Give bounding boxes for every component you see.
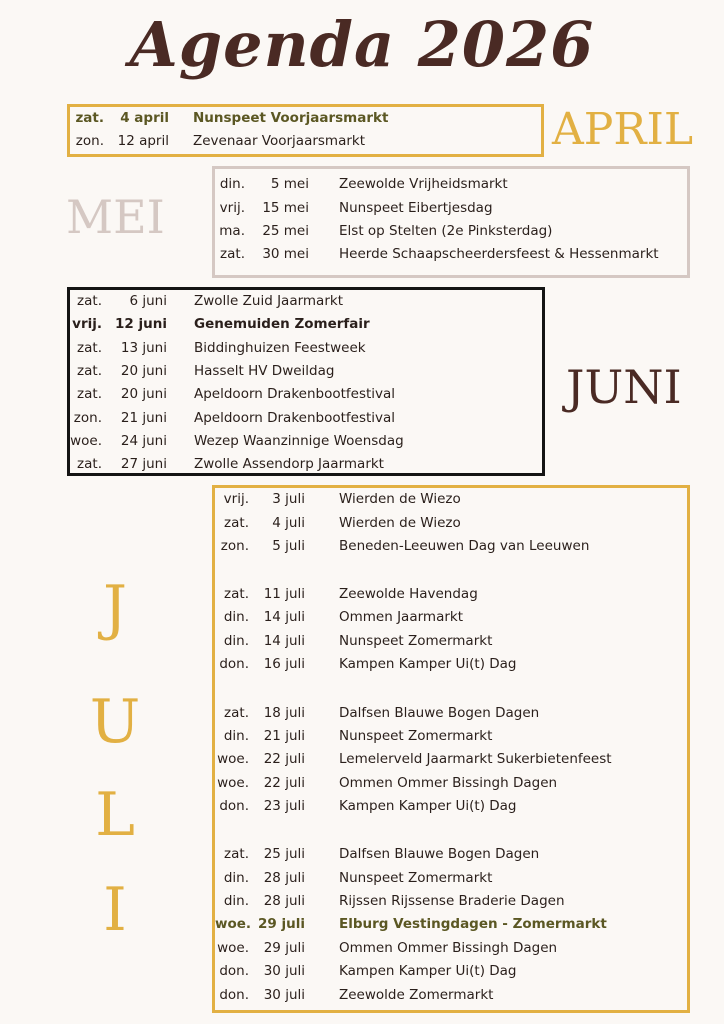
- event-day: vrij.: [219, 200, 245, 216]
- event-day: zon.: [73, 410, 102, 426]
- juli-event-row: [0, 512, 724, 535]
- month-letter-i: I: [103, 875, 127, 945]
- event-name: Rijssen Rijssense Braderie Dagen: [339, 893, 565, 909]
- event-day: zon.: [75, 133, 104, 149]
- event-date: 18 juli: [263, 705, 305, 721]
- juli-event-row: [0, 702, 724, 725]
- event-name: Nunspeet Zomermarkt: [339, 870, 493, 886]
- month-letter-l: L: [95, 780, 135, 850]
- event-day: zat.: [77, 363, 102, 379]
- event-day: don.: [219, 987, 249, 1003]
- event-date: 27 juni: [120, 456, 167, 472]
- event-date: 30 juli: [263, 987, 305, 1003]
- juni-event-row: [0, 453, 724, 476]
- juli-event-row: [0, 535, 724, 558]
- event-day: zat.: [77, 340, 102, 356]
- event-name: Dalfsen Blauwe Bogen Dagen: [339, 705, 540, 721]
- event-date: 6 juni: [129, 293, 167, 309]
- month-letter-j: J: [102, 573, 128, 643]
- event-name: Zevenaar Voorjaarsmarkt: [193, 133, 366, 149]
- event-day: vrij.: [223, 491, 249, 507]
- event-day: woe.: [70, 433, 102, 449]
- event-day: zat.: [77, 386, 102, 402]
- event-name: Nunspeet Zomermarkt: [339, 728, 493, 744]
- event-name: Nunspeet Eibertjesdag: [339, 200, 493, 216]
- event-name: Zwolle Zuid Jaarmarkt: [194, 293, 343, 309]
- event-day: din.: [223, 893, 249, 909]
- event-day: din.: [223, 728, 249, 744]
- juli-event-row: [0, 867, 724, 890]
- juni-event-row: [0, 337, 724, 360]
- event-name: Wezep Waanzinnige Woensdag: [194, 433, 404, 449]
- event-day: zat.: [224, 705, 249, 721]
- event-name: Biddinghuizen Feestweek: [194, 340, 366, 356]
- juli-event-row: [0, 630, 724, 653]
- event-date: 4 april: [120, 110, 169, 126]
- juli-event-row: [0, 725, 724, 748]
- event-date: 29 juli: [263, 940, 305, 956]
- event-day: woe.: [217, 775, 249, 791]
- juli-event-row: [0, 843, 724, 866]
- event-date: 5 mei: [270, 176, 309, 192]
- juli-event-row: [0, 795, 724, 818]
- mei-event-row: [0, 197, 724, 220]
- mei-event-row: [0, 243, 724, 266]
- event-day: zon.: [220, 538, 249, 554]
- juli-event-row: [0, 937, 724, 960]
- juli-event-row: [0, 653, 724, 676]
- event-name: Hasselt HV Dweildag: [194, 363, 335, 379]
- event-name: Genemuiden Zomerfair: [194, 316, 370, 332]
- juni-event-row: [0, 383, 724, 406]
- event-date: 28 juli: [263, 893, 305, 909]
- event-date: 3 juli: [272, 491, 305, 507]
- event-date: 14 juli: [263, 609, 305, 625]
- event-date: 22 juli: [263, 751, 305, 767]
- event-name: Wierden de Wiezo: [339, 491, 461, 507]
- juni-event-row: [0, 407, 724, 430]
- event-day: din.: [223, 870, 249, 886]
- event-date: 20 juni: [120, 386, 167, 402]
- event-date: 5 juli: [272, 538, 305, 554]
- event-name: Kampen Kamper Ui(t) Dag: [339, 656, 517, 672]
- event-date: 20 juni: [120, 363, 167, 379]
- event-day: woe.: [217, 940, 249, 956]
- event-name: Kampen Kamper Ui(t) Dag: [339, 963, 517, 979]
- event-day: din.: [223, 609, 249, 625]
- event-date: 15 mei: [262, 200, 309, 216]
- event-date: 24 juni: [120, 433, 167, 449]
- event-day: woe.: [215, 916, 252, 932]
- event-day: zat.: [77, 456, 102, 472]
- event-day: zat.: [75, 110, 104, 126]
- event-name: Elburg Vestingdagen - Zomermarkt: [339, 916, 607, 932]
- juni-event-row: [0, 290, 724, 313]
- event-day: ma.: [219, 223, 245, 239]
- event-name: Apeldoorn Drakenbootfestival: [194, 386, 396, 402]
- event-day: don.: [219, 798, 249, 814]
- event-date: 25 mei: [262, 223, 309, 239]
- juli-event-row: [0, 984, 724, 1007]
- event-name: Zeewolde Zomermarkt: [339, 987, 494, 1003]
- event-day: vrij.: [72, 316, 102, 332]
- month-label-mei: MEI: [66, 190, 165, 244]
- event-date: 23 juli: [263, 798, 305, 814]
- event-name: Heerde Schaapscheerdersfeest & Hessenmarkt: [339, 246, 659, 262]
- event-date: 22 juli: [263, 775, 305, 791]
- event-date: 30 juli: [263, 963, 305, 979]
- event-name: Zwolle Assendorp Jaarmarkt: [194, 456, 384, 472]
- event-date: 21 juli: [263, 728, 305, 744]
- event-date: 30 mei: [262, 246, 309, 262]
- event-date: 12 juni: [115, 316, 167, 332]
- april-event-row: [0, 130, 724, 153]
- event-day: don.: [219, 963, 249, 979]
- event-name: Zeewolde Vrijheidsmarkt: [339, 176, 508, 192]
- event-name: Zeewolde Havendag: [339, 586, 478, 602]
- juni-event-row: [0, 313, 724, 336]
- event-date: 14 juli: [263, 633, 305, 649]
- juni-event-row: [0, 360, 724, 383]
- event-date: 12 april: [117, 133, 169, 149]
- event-name: Dalfsen Blauwe Bogen Dagen: [339, 846, 540, 862]
- event-day: zat.: [224, 586, 249, 602]
- event-day: zat.: [224, 515, 249, 531]
- event-name: Ommen Ommer Bissingh Dagen: [339, 775, 558, 791]
- mei-event-row: [0, 173, 724, 196]
- juli-event-row: [0, 772, 724, 795]
- month-label-juni: JUNI: [566, 360, 682, 414]
- event-day: zat.: [220, 246, 245, 262]
- event-name: Nunspeet Voorjaarsmarkt: [193, 110, 389, 126]
- event-name: Beneden-Leeuwen Dag van Leeuwen: [339, 538, 590, 554]
- juni-event-row: [0, 430, 724, 453]
- event-day: zat.: [77, 293, 102, 309]
- event-name: Ommen Jaarmarkt: [339, 609, 464, 625]
- event-name: Elst op Stelten (2e Pinksterdag): [339, 223, 553, 239]
- event-name: Ommen Ommer Bissingh Dagen: [339, 940, 558, 956]
- mei-event-row: [0, 220, 724, 243]
- event-day: din.: [219, 176, 245, 192]
- event-date: 29 juli: [258, 916, 305, 932]
- april-event-row: [0, 107, 724, 130]
- event-name: Lemelerveld Jaarmarkt Sukerbietenfeest: [339, 751, 612, 767]
- event-date: 25 juli: [263, 846, 305, 862]
- month-label-april: APRIL: [552, 104, 694, 155]
- event-day: woe.: [217, 751, 249, 767]
- page-title: Agenda 2026: [129, 8, 595, 81]
- event-day: din.: [223, 633, 249, 649]
- juli-event-row: [0, 960, 724, 983]
- event-name: Wierden de Wiezo: [339, 515, 461, 531]
- event-date: 11 juli: [263, 586, 305, 602]
- event-date: 13 juni: [120, 340, 167, 356]
- event-day: zat.: [224, 846, 249, 862]
- event-date: 28 juli: [263, 870, 305, 886]
- event-date: 21 juni: [120, 410, 167, 426]
- juli-event-row: [0, 583, 724, 606]
- juli-event-row: [0, 748, 724, 771]
- juli-event-row: [0, 488, 724, 511]
- event-name: Apeldoorn Drakenbootfestival: [194, 410, 396, 426]
- juli-event-row: [0, 606, 724, 629]
- month-letter-u: U: [89, 687, 141, 757]
- event-day: don.: [219, 656, 249, 672]
- event-date: 4 juli: [272, 515, 305, 531]
- juli-event-row: [0, 913, 724, 936]
- event-name: Kampen Kamper Ui(t) Dag: [339, 798, 517, 814]
- event-date: 16 juli: [263, 656, 305, 672]
- event-name: Nunspeet Zomermarkt: [339, 633, 493, 649]
- juli-event-row: [0, 890, 724, 913]
